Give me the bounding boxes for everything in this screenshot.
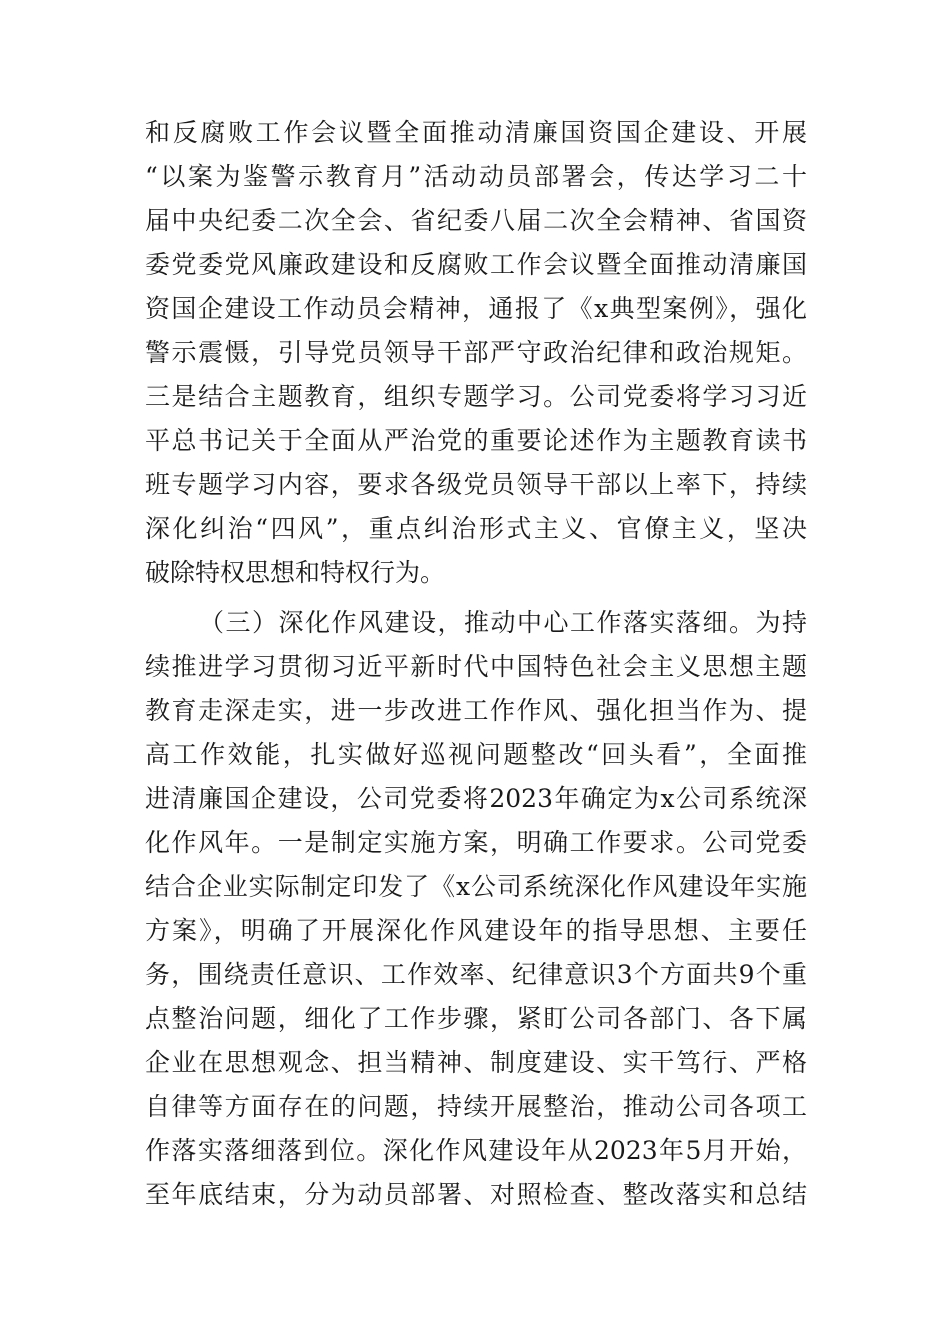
text-line: 方案》，明确了开展深化作风建设年的指导思想、主要任 (145, 916, 807, 945)
text-line: 资国企建设工作动员会精神，通报了《x典型案例》，强化 (145, 294, 807, 323)
text-line: 作落实落细落到位。深化作风建设年从2023年5月开始， (145, 1136, 807, 1165)
text-line: 化作风年。一是制定实施方案，明确工作要求。公司党委 (145, 828, 807, 857)
text-line: 警示震慑，引导党员领导干部严守政治纪律和政治规矩。 (145, 338, 807, 367)
section-heading-line: （三）深化作风建设，推动中心工作落实落细。为持 (199, 608, 807, 637)
text-line: 高工作效能，扎实做好巡视问题整改“回头看”，全面推 (145, 740, 807, 769)
text-line: 自律等方面存在的问题，持续开展整治，推动公司各项工 (145, 1092, 807, 1121)
text-line: 破除特权思想和特权行为。 (145, 558, 446, 587)
text-line: 和反腐败工作会议暨全面推动清廉国资国企建设、开展 (145, 118, 807, 147)
text-line: 务，围绕责任意识、工作效率、纪律意识3个方面共9个重 (145, 960, 807, 989)
text-line: 教育走深走实，进一步改进工作作风、强化担当作为、提 (145, 696, 807, 725)
text-line: 进清廉国企建设，公司党委将2023年确定为x公司系统深 (145, 784, 807, 813)
text-line: 平总书记关于全面从严治党的重要论述作为主题教育读书 (145, 426, 807, 455)
text-line: 企业在思想观念、担当精神、制度建设、实干笃行、严格 (145, 1048, 807, 1077)
text-line: “以案为鉴警示教育月”活动动员部署会，传达学习二十 (145, 162, 807, 191)
text-line: 届中央纪委二次全会、省纪委八届二次全会精神、省国资 (145, 206, 807, 235)
text-line: 委党委党风廉政建设和反腐败工作会议暨全面推动清廉国 (145, 250, 807, 279)
text-line: 结合企业实际制定印发了《x公司系统深化作风建设年实施 (145, 872, 807, 901)
text-line: 续推进学习贯彻习近平新时代中国特色社会主义思想主题 (145, 652, 807, 681)
text-line: 深化纠治“四风”，重点纠治形式主义、官僚主义，坚决 (145, 514, 807, 543)
text-line: 三是结合主题教育，组织专题学习。公司党委将学习习近 (145, 382, 807, 411)
text-line: 点整治问题，细化了工作步骤，紧盯公司各部门、各下属 (145, 1004, 807, 1033)
text-line: 班专题学习内容，要求各级党员领导干部以上率下，持续 (145, 470, 807, 499)
text-line: 至年底结束，分为动员部署、对照检查、整改落实和总结 (145, 1180, 807, 1209)
